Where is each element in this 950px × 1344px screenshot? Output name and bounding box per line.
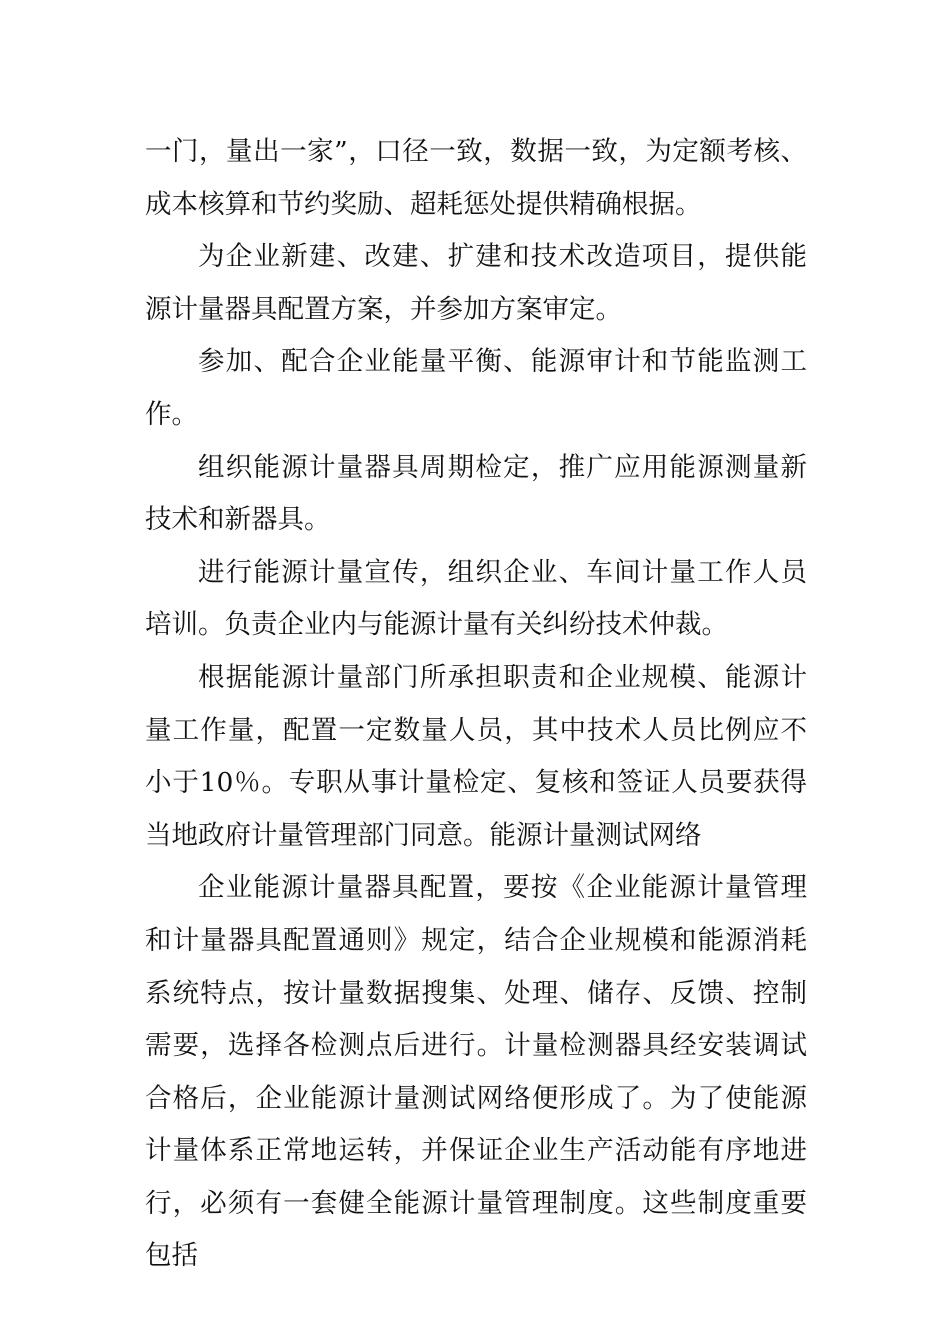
paragraph-7: 企业能源计量器具配置，要按《企业能源计量管理和计量器具配置通则》规定，结合企业规模和能源消耗系统特点，按计量数据搜集、处理、储存、反馈、控制需要，选择各检测点后进行。计量检测器具经安装调试合格后，企业能源计量测试网络便形成了。为了使能源计量体系正常地运转，并保证企业生产活动能有序地进行，必须有一套健全能源计量管理制度。这些制度重要包括: [145, 872, 807, 1272]
paragraph-5: 进行能源计量宣传，组织企业、车间计量工作人员培训。负责企业内与能源计量有关纠纷技术仲裁。: [145, 556, 807, 641]
paragraph-2: 为企业新建、改建、扩建和技术改造项目，提供能源计量器具配置方案，并参加方案审定。: [145, 241, 807, 325]
paragraph-3: 参加、配合企业能量平衡、能源审计和节能监测工作。: [145, 346, 807, 430]
paragraph-4: 组织能源计量器具周期检定，推广应用能源测量新技术和新器具。: [145, 451, 807, 536]
paragraph-1: 一门，量出一家”，口径一致，数据一致，为定额考核、成本核算和节约奖励、超耗惩处提供精确根据。: [145, 136, 807, 220]
paragraph-6: 根据能源计量部门所承担职责和企业规模、能源计量工作量，配置一定数量人员，其中技术人员比例应不小于10％。专职从事计量检定、复核和签证人员要获得当地政府计量管理部门同意。能源计量测试网络: [145, 661, 807, 851]
document-body: [145, 126, 807, 1283]
